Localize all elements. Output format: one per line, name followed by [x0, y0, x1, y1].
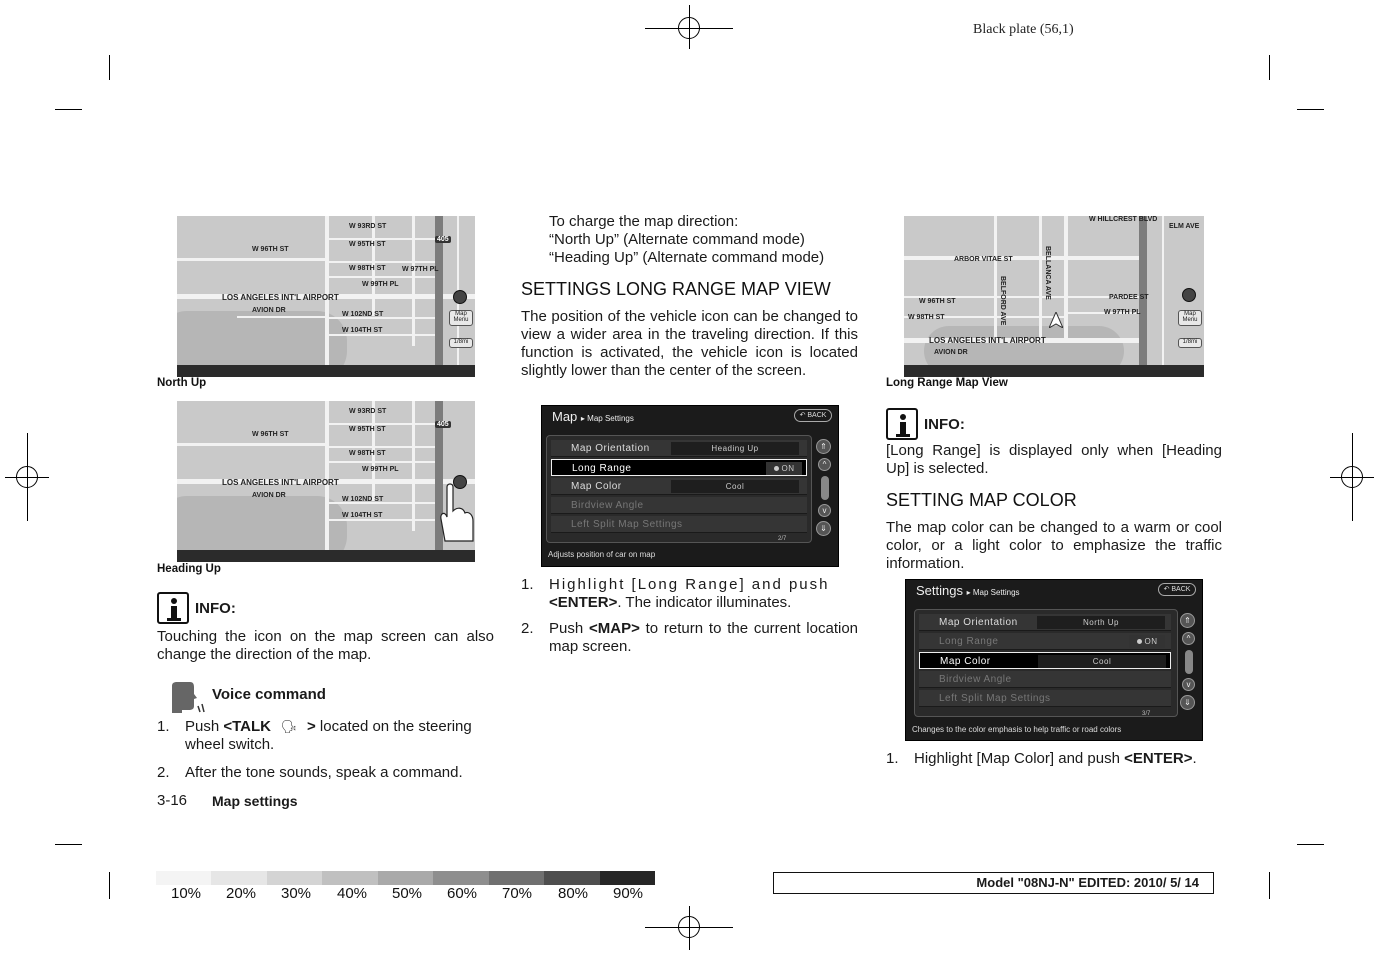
map-key: <MAP> — [588, 620, 640, 637]
direction-intro — [549, 213, 869, 267]
step-text: Push — [549, 620, 589, 637]
compass-icon[interactable] — [1182, 288, 1196, 302]
scroll-down-button[interactable]: v — [1182, 678, 1195, 691]
map-settings-screen — [541, 405, 839, 567]
street-label: AVION DR — [934, 349, 968, 356]
voice-command-label: Voice command — [212, 686, 326, 703]
street-label: ELM AVE — [1169, 223, 1200, 230]
hand-pointer-icon — [439, 483, 475, 547]
info-text: [Long Range] is displayed only when [Heading Up] is selected. — [886, 442, 1222, 477]
compass-icon[interactable] — [453, 290, 467, 304]
page-number: 3-16 — [157, 792, 188, 809]
street-label: W 93RD ST — [349, 408, 387, 415]
street-label: BELLANCA AVE — [1044, 246, 1051, 300]
crop-mark — [109, 872, 110, 899]
info-text: Touching the icon on the map screen can also change the direction of the map. — [157, 628, 494, 663]
step-text: After the tone sounds, speak a command. — [185, 764, 463, 781]
street-label: LOS ANGELES INT'L AIRPORT — [222, 293, 339, 302]
street-label: AVION DR — [252, 492, 286, 499]
intro-line: “Heading Up” (Alternate command mode) — [549, 249, 825, 266]
tint-label: 10% — [171, 885, 202, 902]
screen-help-text: Adjusts position of car on map — [548, 550, 656, 559]
screen-title: Settings ▸ Map Settings — [916, 583, 1020, 598]
row-map-orientation[interactable]: Map Orientation Heading Up — [551, 440, 807, 457]
crop-mark — [1297, 109, 1324, 110]
plate-label: Black plate (56,1) — [973, 22, 1074, 37]
step-text: . The indicator illuminates. — [617, 594, 792, 611]
street-label: W 99TH PL — [362, 281, 399, 288]
crop-mark — [55, 109, 82, 110]
street-label: ARBOR VITAE ST — [954, 256, 1013, 263]
step-text: . — [1192, 750, 1197, 767]
scroll-down-button[interactable]: v — [818, 504, 831, 517]
talk-key-end: > — [307, 718, 316, 735]
row-map-color[interactable]: Map Color Cool — [551, 478, 807, 495]
scroll-top-button[interactable]: ⇑ — [1180, 613, 1195, 628]
map-menu-button[interactable]: Map Menu — [1178, 310, 1202, 326]
street-label: W 97TH PL — [1104, 309, 1141, 316]
street-label: W 98TH ST — [349, 450, 386, 457]
tint-label: 40% — [337, 885, 368, 902]
scrollbar[interactable] — [821, 476, 829, 500]
scale-button[interactable]: 1/8mi — [449, 338, 473, 348]
step-number: 1. — [521, 576, 534, 593]
scroll-up-button[interactable]: ^ — [1182, 632, 1195, 645]
street-label: LOS ANGELES INT'L AIRPORT — [929, 336, 1046, 345]
settings-panel — [546, 435, 812, 543]
street-label: PARDEE ST — [1109, 294, 1149, 301]
street-label: LOS ANGELES INT'L AIRPORT — [222, 478, 339, 487]
settings-map-screen — [905, 579, 1203, 741]
info-icon — [886, 408, 918, 440]
tint-label: 30% — [281, 885, 312, 902]
step-number: 1. — [886, 750, 899, 767]
settings-panel — [914, 609, 1178, 717]
map-heading-up — [177, 401, 475, 562]
vehicle-icon — [1049, 312, 1063, 328]
map-menu-button[interactable]: Map Menu — [449, 310, 473, 326]
intro-line: To charge the map direction: — [549, 213, 739, 230]
map-color-step-1 — [886, 750, 1226, 768]
tint-label: 70% — [502, 885, 533, 902]
street-label: W 99TH PL — [362, 466, 399, 473]
registration-mark — [678, 916, 700, 938]
street-label: W 96TH ST — [919, 298, 956, 305]
page-indicator: 2/7 — [778, 536, 787, 542]
tint-label: 90% — [613, 885, 644, 902]
row-map-orientation[interactable]: Map Orientation North Up — [919, 614, 1171, 631]
screen-title: Map ▸ Map Settings — [552, 409, 634, 424]
map-color-description: The map color can be changed to a warm or cool color, or a light color to emphasize the traffic information. — [886, 519, 1222, 572]
street-label: AVION DR — [252, 307, 286, 314]
intro-line: “North Up” (Alternate command mode) — [549, 231, 805, 248]
row-birdview-angle[interactable]: Birdview Angle — [551, 497, 807, 514]
voice-command-icon — [170, 682, 206, 714]
tint-label: 50% — [392, 885, 423, 902]
long-range-description: The position of the vehicle icon can be changed to view a wider area in the traveling direction. If this function is activated, the vehicle icon is located slightly lower than the center of the screen. — [521, 308, 858, 379]
row-left-split-map[interactable]: Left Split Map Settings — [551, 516, 807, 533]
street-label: W 96TH ST — [252, 246, 289, 253]
step-number: 2. — [157, 764, 170, 781]
back-button[interactable]: ↶ BACK — [794, 409, 832, 422]
scroll-bottom-button[interactable]: ⇓ — [816, 521, 831, 536]
street-label: W 96TH ST — [252, 431, 289, 438]
highway-shield: 405 — [437, 236, 449, 243]
step-text: located on the steering wheel switch. — [185, 718, 472, 753]
step-number: 1. — [157, 718, 170, 735]
row-birdview-angle[interactable]: Birdview Angle — [919, 671, 1171, 688]
street-label: W 102ND ST — [342, 311, 384, 318]
info-header — [157, 592, 236, 624]
row-map-color[interactable]: Map Color Cool — [919, 652, 1171, 669]
scroll-up-button[interactable]: ^ — [818, 458, 831, 471]
step-text: Highlight [Long Range] and push — [549, 576, 830, 593]
talk-switch-icon: 🗣 — [280, 719, 298, 734]
caption-heading-up: Heading Up — [157, 563, 221, 575]
enter-key: <ENTER> — [1124, 750, 1193, 767]
crop-mark — [1297, 844, 1324, 845]
model-edited-box: Model "08NJ-N" EDITED: 2010/ 5/ 14 — [773, 872, 1214, 894]
enter-key: <ENTER> — [549, 594, 618, 611]
street-label: W 104TH ST — [342, 512, 383, 519]
street-label: W 95TH ST — [349, 426, 386, 433]
map-long-range — [904, 216, 1204, 377]
step-text: Highlight [Map Color] and push — [914, 750, 1125, 767]
street-label: BELFORD AVE — [999, 276, 1006, 326]
tint-label: 60% — [447, 885, 478, 902]
registration-mark — [1341, 466, 1363, 488]
back-button[interactable]: ↶ BACK — [1158, 583, 1196, 596]
highway-shield: 405 — [437, 421, 449, 428]
tint-scale-bar — [156, 871, 655, 885]
registration-mark — [678, 17, 700, 39]
caption-long-range: Long Range Map View — [886, 377, 1008, 389]
step-text: to return to the current location map screen. — [549, 620, 859, 655]
crop-mark — [55, 844, 82, 845]
street-label: W 95TH ST — [349, 241, 386, 248]
step-number: 2. — [521, 620, 534, 637]
section-heading: SETTINGS LONG RANGE MAP VIEW — [521, 279, 831, 299]
caption-north-up: North Up — [157, 377, 207, 389]
scale-button[interactable]: 1/8mi — [1178, 338, 1202, 348]
info-label: INFO: — [195, 599, 236, 617]
street-label: W 102ND ST — [342, 496, 384, 503]
scrollbar[interactable] — [1185, 650, 1193, 674]
scroll-bottom-button[interactable]: ⇓ — [1180, 695, 1195, 710]
section-title: Map settings — [212, 793, 298, 809]
page-indicator: 3/7 — [1142, 711, 1151, 717]
crop-mark — [109, 55, 110, 80]
street-label: W 104TH ST — [342, 327, 383, 334]
scroll-top-button[interactable]: ⇑ — [816, 439, 831, 454]
street-label: W 98TH ST — [908, 314, 945, 321]
info-icon — [157, 592, 189, 624]
indicator-led — [774, 466, 779, 471]
voice-step-2 — [157, 764, 494, 782]
tint-label: 80% — [558, 885, 589, 902]
crop-mark — [1269, 55, 1270, 80]
long-range-step-1 — [521, 576, 858, 612]
registration-mark — [16, 466, 38, 488]
crop-mark — [1269, 872, 1270, 899]
voice-step-1 — [157, 718, 494, 754]
tint-label: 20% — [226, 885, 257, 902]
street-label: W HILLCREST BLVD — [1089, 216, 1158, 223]
info-header — [886, 408, 965, 440]
talk-key: <TALK — [223, 718, 271, 735]
indicator-led — [1137, 639, 1142, 644]
screen-help-text: Changes to the color emphasis to help traffic or road colors — [912, 725, 1122, 734]
row-long-range[interactable]: Long Range ON — [919, 633, 1171, 650]
row-long-range[interactable]: Long Range ON — [551, 459, 807, 476]
row-left-split-map[interactable]: Left Split Map Settings — [919, 690, 1171, 707]
map-north-up — [177, 216, 475, 377]
street-label: W 97TH PL — [402, 266, 439, 273]
street-label: W 93RD ST — [349, 223, 387, 230]
info-label: INFO: — [924, 415, 965, 433]
section-heading: SETTING MAP COLOR — [886, 490, 1077, 510]
street-label: W 98TH ST — [349, 265, 386, 272]
step-text: Push — [185, 718, 224, 735]
long-range-step-2 — [521, 620, 858, 656]
